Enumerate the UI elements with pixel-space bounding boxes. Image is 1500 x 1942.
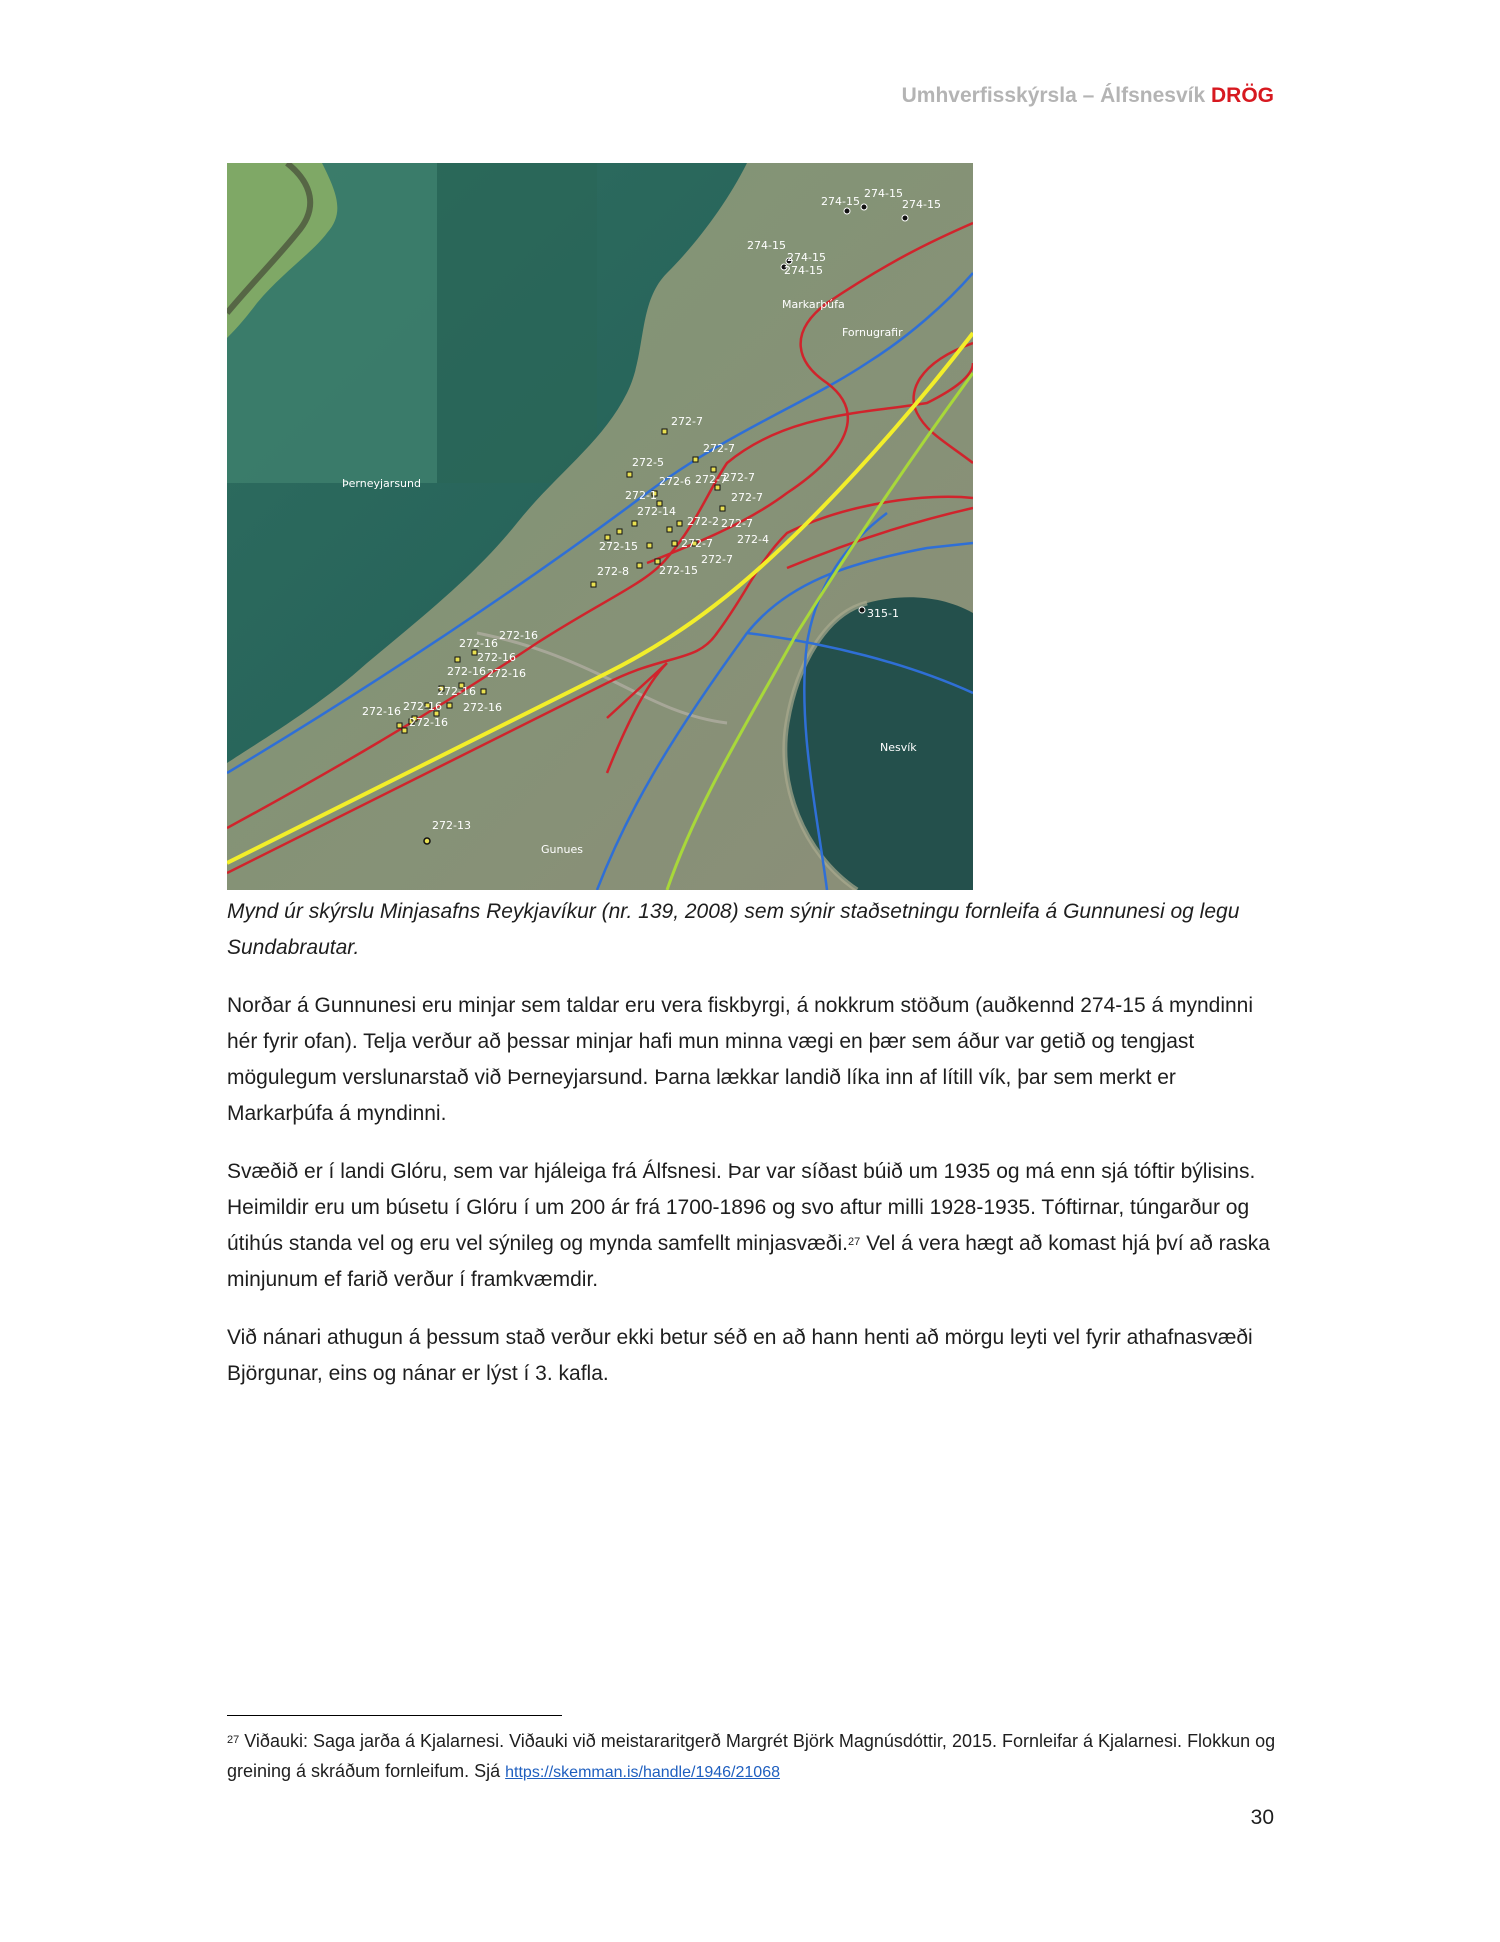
label-site: 274-15 (821, 195, 860, 208)
marker (902, 215, 908, 221)
marker (720, 506, 725, 511)
paragraph-2 (227, 1154, 1277, 1298)
marker (693, 457, 698, 462)
marker (672, 541, 677, 546)
label-site: 274-15 (864, 187, 903, 200)
label-site: 272-2 (687, 515, 719, 528)
label-site: 272-13 (432, 819, 471, 832)
footnote-number: 27 (227, 1734, 240, 1746)
marker (591, 582, 596, 587)
label-site: 272-16 (447, 665, 486, 678)
label-sund: Þerneyjarsund (342, 477, 421, 490)
paragraph-3: Við nánari athugun á þessum stað verður ekki betur séð en að hann henti að mörgu leyti vel fyrir athafnasvæði Björgunar, eins og nánar er lýst í 3. kafla. (227, 1326, 1253, 1385)
header-title: Umhverfisskýrsla – Álfsnesvík (901, 84, 1206, 107)
label-site: 274-15 (787, 251, 826, 264)
label-site: 272-6 (659, 475, 691, 488)
marker (397, 723, 402, 728)
label-site: 272-16 (487, 667, 526, 680)
label-site: 272-7 (695, 473, 727, 486)
marker (662, 429, 667, 434)
label-site: 272-8 (597, 565, 629, 578)
label-site: 272-7 (723, 471, 755, 484)
label-site: 274-15 (747, 239, 786, 252)
page-header (902, 84, 1274, 108)
label-site: 274-15 (784, 264, 823, 277)
label-site: 272-16 (403, 700, 442, 713)
footnote (227, 1726, 1277, 1788)
marker (677, 521, 682, 526)
label-site: 272-7 (671, 415, 703, 428)
draft-label: DRÖG (1211, 84, 1274, 107)
label-forn: Fornugrafir (842, 326, 903, 339)
label-site: 272-5 (632, 456, 664, 469)
label-site: 315-1 (867, 607, 899, 620)
label-site: 272-14 (637, 505, 676, 518)
marker (447, 703, 452, 708)
label-site: 272-16 (463, 701, 502, 714)
footnote-ref[interactable]: 27 (847, 1236, 861, 1248)
label-markar: Markarþúfa (782, 298, 845, 311)
marker (455, 657, 460, 662)
marker (861, 204, 867, 210)
label-site: 272-7 (731, 491, 763, 504)
label-site: 272-16 (499, 629, 538, 642)
paragraph-2-text: Svæðið er í landi Glóru, sem var hjáleiga frá Álfsnesi. Þar var síðast búið um 1935 og má enn sjá tóftir býlisins. Heimildir eru um búsetu í Glóru í um 200 ár frá 1700-1896 og svo aftur milli 1928-1935. Tóftirnar, túngarður og útihús standa vel og eru vel sýnileg og mynda samfellt minjasvæði. (227, 1160, 1256, 1255)
marker (627, 472, 632, 477)
marker (647, 543, 652, 548)
label-site: 272-16 (362, 705, 401, 718)
sea-patch-2 (437, 163, 597, 483)
label-site: 272-7 (703, 442, 735, 455)
footnote-divider (227, 1715, 562, 1716)
label-site: 272-7 (721, 517, 753, 530)
marker (667, 527, 672, 532)
label-gunnes: Gunues (541, 843, 583, 856)
paragraph-1: Norðar á Gunnunesi eru minjar sem taldar eru vera fiskbyrgi, á nokkrum stöðum (auðkennd 274-15 á myndinni hér fyrir ofan). Telja verður að þessar minjar hafi mun minna vægi en þær sem áður var getið og tengjast mögulegum verslunarstað við Þerneyjarsund. Þarna lækkar landið líka inn af lítill vík, þar sem merkt er Markarþúfa á myndinni. (227, 994, 1254, 1125)
label-site: 272-16 (477, 651, 516, 664)
label-site: 272-15 (659, 564, 698, 577)
marker (711, 467, 716, 472)
label-site: 272-1 (625, 489, 657, 502)
marker (637, 563, 642, 568)
page-number: 30 (1250, 1806, 1274, 1829)
label-site: 272-16 (437, 685, 476, 698)
footnote-text: Viðauki: Saga jarða á Kjalarnesi. Viðauki við meistararitgerð Margrét Björk Magnúsdóttir, 2015. Fornleifar á Kjalarnesi. Flokkun og greining á skráðum fornleifum. Sjá (227, 1731, 1276, 1781)
label-site: 272-7 (681, 537, 713, 550)
map-figure (227, 163, 973, 890)
label-site: 272-7 (701, 553, 733, 566)
marker (617, 529, 622, 534)
label-site: 274-15 (902, 198, 941, 211)
label-site: 272-4 (737, 533, 769, 546)
paragraph-2-text-end: Vel á vera hægt að komast hjá því að raska minjunum ef farið verður í framkvæmdir. (227, 1232, 1270, 1291)
marker (859, 607, 865, 613)
footnote-link[interactable]: https://skemman.is/handle/1946/21068 (505, 1764, 780, 1781)
label-site: 272-16 (459, 637, 498, 650)
marker (481, 689, 486, 694)
marker (632, 521, 637, 526)
marker (844, 208, 850, 214)
label-nesvik: Nesvík (880, 741, 917, 754)
label-site: 272-16 (409, 716, 448, 729)
figure-caption: Mynd úr skýrslu Minjasafns Reykjavíkur (nr. 139, 2008) sem sýnir staðsetningu fornleifa á Gunnunesi og legu Sundabrautar. (227, 900, 1240, 959)
label-site: 272-15 (599, 540, 638, 553)
marker (402, 728, 407, 733)
marker (424, 838, 430, 844)
